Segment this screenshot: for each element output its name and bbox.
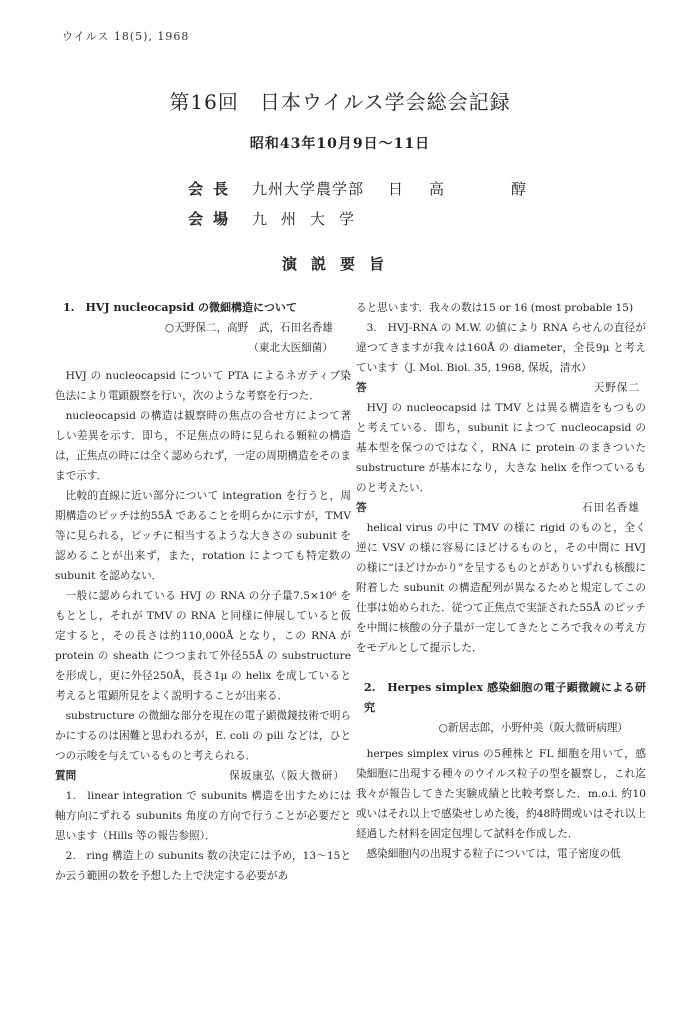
section-heading: 演説要旨	[281, 255, 398, 273]
left-column	[55, 298, 351, 886]
paragraph: 一般に認められている HVJ の RNA の分子量7.5×10⁶ をもととし，それが TMV の RNA と同様に伸展していると仮定すると，その長さは約110,000Å となり，この RNA が protein の sheath につつまれて外径55Å の substructure を形成し，更に外径250Å，長さ1μ の helix を成していると考えると電顕所見をよく説明することが出来る．	[55, 590, 351, 702]
question-header	[55, 766, 351, 786]
meta-chairman	[188, 178, 552, 199]
answer-text: HVJ の nucleocapsid は TMV とは異る構造をもつものと考えている．即ち，subunit によつて nucleocapsid の基本型を保つのではなく，RNA に protein のまきついた substructure が基本になり，大きな helix を作つているものと考えたい．	[356, 402, 646, 494]
section-2-authors: ○新居志郎，小野仲美（阪大微研病理）	[438, 722, 628, 734]
answerer: 天野保二	[593, 382, 640, 394]
answer-label: 答	[356, 502, 367, 514]
answerer: 石田名香雄	[582, 502, 640, 514]
question-label: 質問	[55, 770, 77, 782]
section-1-affiliation: （東北大医細菌）	[248, 342, 333, 354]
questioner: 保坂康弘（阪大微研）	[229, 770, 345, 782]
section-1-title: 1. HVJ nucleocapsid の微細構造について	[63, 301, 297, 314]
section-2-title: 2. Herpes simplex 感染細胞の電子顕微鏡による研究	[364, 681, 646, 714]
answer-header	[356, 498, 646, 518]
page-title: 第16回 日本ウイルス学会総会記録	[169, 90, 511, 114]
right-column	[356, 298, 646, 864]
paragraph: herpes simplex virus の5種株と FL 細胞を用いて，感染細胞に出現する種々のウイルス粒子の型を観察し，これ迄我々が報告してきた実験成績と比較考察した．m.o.i. 約10或いはそれ以上で感染せしめた後，約48時間或いはそれ以上経過した材料を固定包埋して試料を作成した．	[356, 748, 646, 840]
meta-venue	[188, 208, 388, 229]
answer-text: helical virus の中に TMV の様に rigid のものと，全く逆に VSV の様に容易にほどけるものと，その中間に HVJ の様に“ほどけかかり”を呈するものとがありいずれも核酸に附着した subunit の構造配列が異なるためと規定してこの仕事は始められた．従つて正焦点で実証された55Å のピッチを中間に核酸の分子量が一定してきたところで我々の考え方をモデルとして提示した．	[356, 522, 646, 654]
answer-label: 答	[356, 382, 367, 394]
question-item: 3. HVJ-RNA の M.W. の値により RNA らせんの直径が違つてきますが我々は160Å の diameter，全長9μ と考えています（J. Mol. Biol. 35, 1968, 保坂，清水）	[356, 322, 646, 374]
meeting-dates: 昭和43年10月9日〜11日	[249, 136, 431, 152]
running-head: ウイルス 18(5), 1968	[62, 30, 190, 43]
section-1-authors: ○天野保二，高野 武，石田名香雄	[164, 322, 333, 334]
paragraph: 比較的直線に近い部分について integration を行うと，周期構造のピッチは約55Å であることを明らかに示すが，TMV 等に見られる，ピッチに相当するような大きさの subunit を認めることが出来ず，また，rotation によつても特定数の subunit を認めない．	[55, 490, 351, 582]
continuation-text: ると思います．我々の数は15 or 16 (most probable 15)	[356, 302, 634, 314]
question-item: 2. ring 構造上の subunits 数の決定には予め，13〜15とか云う範囲の数を予想した上で決定する必要があ	[55, 850, 351, 882]
answer-header	[356, 378, 646, 398]
meta-label: 会長	[188, 180, 239, 198]
question-item: 1. linear integration で subunits 構造を出すためには軸方向にずれる subunits 角度の方向で行うことが必要だと思います（Hills 等の報告参照）．	[55, 790, 351, 842]
meta-value: 九州大学農学部	[252, 180, 365, 198]
paragraph: 感染細胞内の出現する粒子については，電子密度の低	[366, 848, 621, 860]
meta-person: 日高 醇	[388, 180, 553, 198]
paragraph: HVJ の nucleocapsid について PTA によるネガティブ染色法により電顕観察を行い，次のような考察を行つた．	[55, 370, 351, 402]
paragraph: nucleocapsid の構造は観察時の焦点の合せ方によつて著しい差異を示す．即ち，不足焦点の時に見られる顆粒の構造は，正焦点の時には全く認められず，一定の周期構造をそのままで示す．	[55, 410, 351, 482]
meta-value: 九州大学	[252, 210, 369, 228]
paragraph: substructure の微細な部分を現在の電子顕微鏡技術で明らかにするのは困難と思われるが，E. coli の pili などは，ひとつの示唆を与えているものと考えられる．	[55, 710, 351, 762]
meta-label: 会場	[188, 210, 239, 228]
